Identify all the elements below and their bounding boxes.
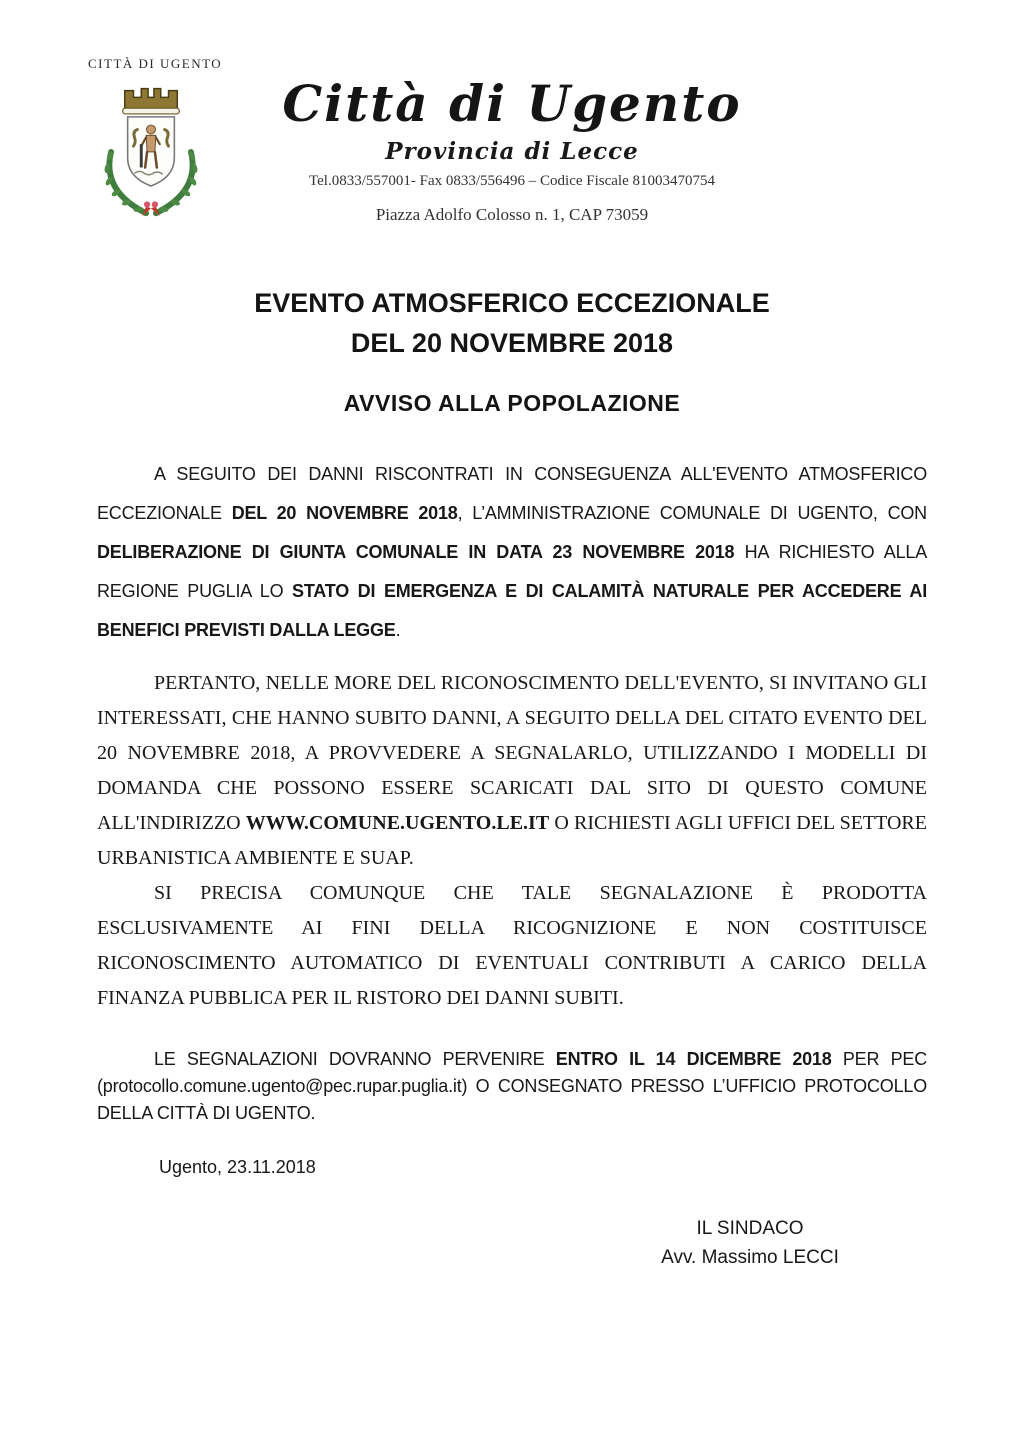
contact-line: Tel.0833/557001- Fax 0833/556496 – Codice Fiscale 81003470754: [309, 173, 715, 189]
municipal-crest: [88, 56, 223, 222]
signature-name: Avv. Massimo LECCI: [661, 1247, 839, 1268]
crest-label: CITTÀ DI UGENTO: [88, 56, 223, 71]
letterhead: [88, 56, 927, 225]
letterhead-center: [97, 56, 927, 225]
paragraph-damage-report: A SEGUITO DEI DANNI RISCONTRATI IN CONSEGUENZA ALL'EVENTO ATMOSFERICO ECCEZIONALE DEL 20 NOVEMBRE 2018, L’AMMINISTRAZIONE COMUNALE DI UGENTO, CON DELIBERAZIONE DI GIUNTA COMUNALE IN DATA 23 NOVEMBRE 2018 HA RICHIESTO ALLA REGIONE PUGLIA LO STATO DI EMERGENZA E DI CALAMITÀ NATURALE PER ACCEDERE AI BENEFICI PREVISTI DALLA LEGGE.: [97, 464, 928, 640]
paragraph-invitation: PERTANTO, NELLE MORE DEL RICONOSCIMENTO DELL'EVENTO, SI INVITANO GLI INTERESSATI, CHE HANNO SUBITO DANNI, A SEGUITO DELLA DEL CITATO EVENTO DEL 20 NOVEMBRE 2018, A PROVVEDERE A SEGNALARLO, UTILIZZANDO I MODELLI DI DOMANDA CHE POSSONO ESSERE SCARICATI DAL SITO DI QUESTO COMUNE ALL'INDIRIZZO WWW.COMUNE.UGENTO.LE.IT O RICHIESTI AGLI UFFICI DEL SETTORE URBANISTICA AMBIENTE E SUAP.: [97, 672, 927, 869]
city-title: Città di Ugento: [282, 74, 742, 133]
notice-title-line2: DEL 20 NOVEMBRE 2018: [350, 328, 674, 358]
signature-role: IL SINDACO: [696, 1218, 804, 1239]
notice-title: [97, 283, 927, 363]
signature-block: [600, 1214, 900, 1272]
notice-body: [97, 455, 927, 1178]
coat-of-arms-icon: [90, 76, 212, 222]
notice-title-line1: EVENTO ATMOSFERICO ECCEZIONALE: [254, 288, 770, 318]
paragraph-clarification: SI PRECISA COMUNQUE CHE TALE SEGNALAZIONE È PRODOTTA ESCLUSIVAMENTE AI FINI DELLA RICOGNIZIONE E NON COSTITUISCE RICONOSCIMENTO AUTOMATICO DI EVENTUALI CONTRIBUTI A CARICO DELLA FINANZA PUBBLICA PER IL RISTORO DEI DANNI SUBITI.: [97, 882, 927, 1009]
province-subtitle: Provincia di Lecce: [385, 138, 639, 165]
notice-subtitle: AVVISO ALLA POPOLAZIONE: [343, 390, 681, 416]
address-line: Piazza Adolfo Colosso n. 1, CAP 73059: [375, 205, 649, 224]
paragraph-deadline: LE SEGNALAZIONI DOVRANNO PERVENIRE ENTRO IL 14 DICEMBRE 2018 PER PEC (protocollo.comune.ugento@pec.rupar.puglia.it) O CONSEGNATO PRESSO L’UFFICIO PROTOCOLLO DELLA CITTÀ DI UGENTO.: [97, 1049, 927, 1123]
dateline: Ugento, 23.11.2018: [159, 1157, 316, 1177]
